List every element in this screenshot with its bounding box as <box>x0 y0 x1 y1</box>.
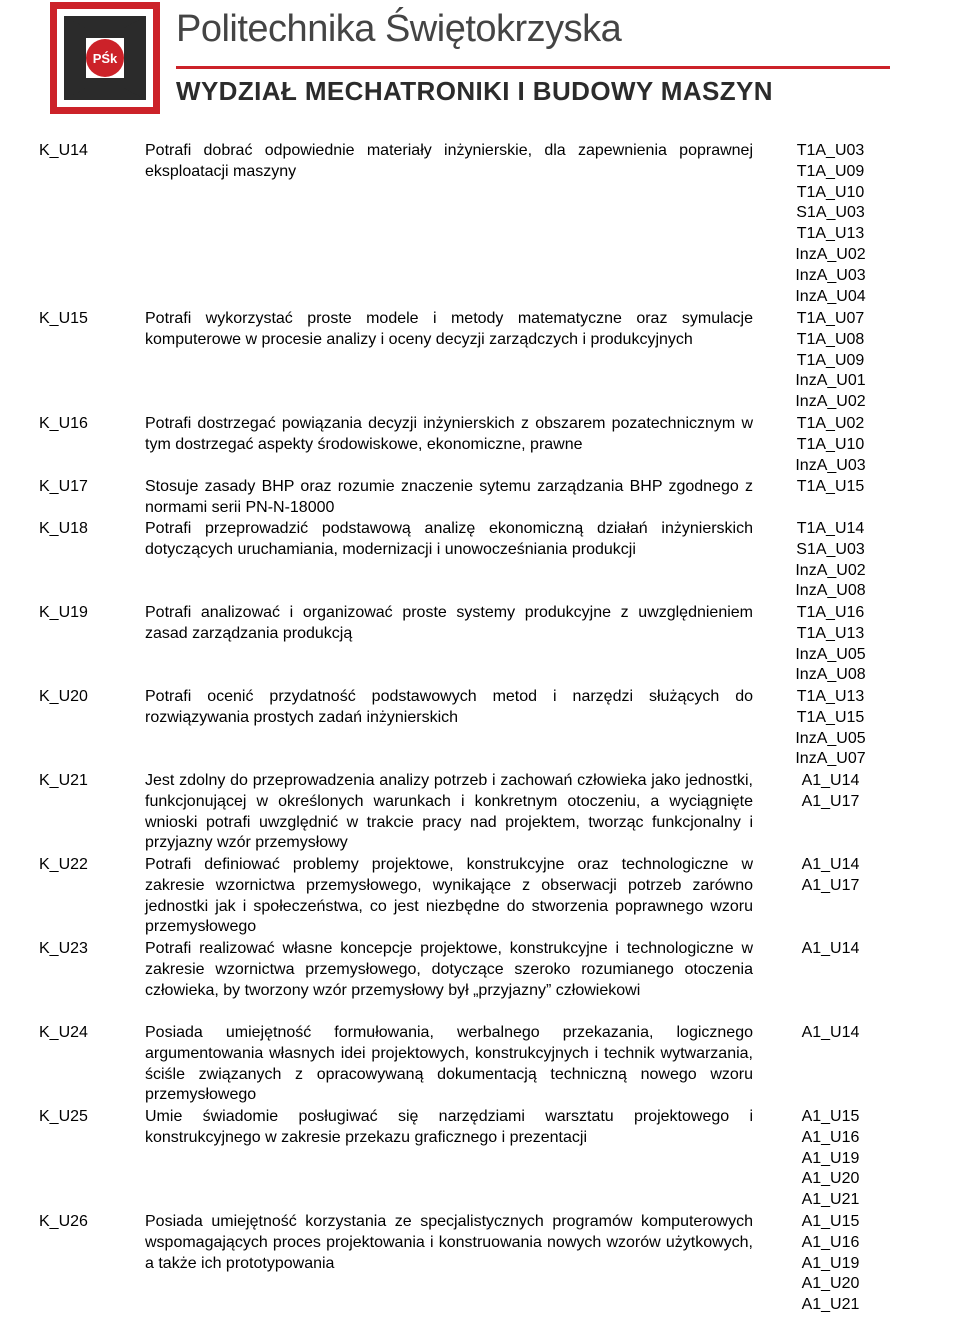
university-name: Politechnika Świętokrzyska <box>176 8 622 50</box>
table-row <box>32 1107 928 1212</box>
reference-code: InzA_U07 <box>795 750 866 768</box>
outcome-description: Stosuje zasady BHP oraz rozumie znaczenie sytemu zarządzania BHP zgodnego z normami serii PN-N-18000 <box>145 478 753 516</box>
reference-code: InzA_U02 <box>795 245 866 263</box>
table-row <box>32 855 928 939</box>
table-row <box>32 477 928 519</box>
reference-code: A1_U19 <box>801 1149 860 1167</box>
outcome-references <box>761 519 928 603</box>
reference-code: InzA_U08 <box>795 666 866 684</box>
outcome-code: K_U20 <box>39 688 88 705</box>
table-row <box>32 687 928 771</box>
reference-code: S1A_U03 <box>796 540 865 558</box>
reference-code: A1_U17 <box>801 792 860 810</box>
reference-code: A1_U21 <box>801 1296 860 1314</box>
table-row <box>32 414 928 477</box>
reference-code: T1A_U16 <box>796 604 865 621</box>
outcome-description: Jest zdolny do przeprowadzenia analizy potrzeb i zachowań człowieka jako jednostki, funkcjonującej w określonych warunkach i konkretnym otoczeniu, a wyciągnięte wnioski potrafi uwzględnić w trakcie pracy nad projektem, tworząc funkcjonalny i przyjazny wzór przemysłowy <box>145 772 753 852</box>
outcome-description: Potrafi realizować własne koncepcje projektowe, konstrukcyjne i technologiczne w zakresie wzornictwa przemysłowego, dotyczące szeroko rozumianego otoczenia człowieka, by tworzony wzór przemysłowy był „przyjazny” człowiekowi <box>145 940 753 999</box>
outcome-references <box>761 855 928 939</box>
header-divider <box>176 66 890 69</box>
reference-code: InzA_U03 <box>795 456 866 474</box>
outcome-references <box>761 687 928 771</box>
outcome-code: K_U19 <box>39 604 88 621</box>
reference-code: InzA_U02 <box>795 393 866 411</box>
reference-code: A1_U14 <box>801 940 860 957</box>
outcome-references <box>761 603 928 687</box>
table-row <box>32 939 928 1023</box>
outcome-code: K_U23 <box>39 940 88 957</box>
reference-code: A1_U20 <box>801 1275 860 1293</box>
outcome-code: K_U25 <box>39 1108 88 1125</box>
outcome-code: K_U14 <box>39 142 88 159</box>
outcome-description: Potrafi ocenić przydatność podstawowych metod i narzędzi służących do rozwiązywania prostych zadań inżynierskich <box>145 688 753 726</box>
reference-code: T1A_U10 <box>796 183 865 201</box>
reference-code: A1_U20 <box>801 1170 860 1188</box>
reference-code: T1A_U03 <box>796 142 865 159</box>
outcome-code: K_U16 <box>39 415 88 432</box>
outcome-references <box>761 414 928 477</box>
reference-code: InzA_U08 <box>795 582 866 600</box>
outcome-references <box>761 939 928 1023</box>
outcome-code: K_U15 <box>39 310 88 327</box>
outcome-references <box>761 1212 928 1317</box>
table-row <box>32 771 928 855</box>
reference-code: A1_U14 <box>801 856 860 873</box>
reference-code: T1A_U13 <box>796 225 865 243</box>
reference-code: A1_U15 <box>801 1213 860 1230</box>
outcome-references <box>761 1023 928 1107</box>
outcome-references <box>761 309 928 414</box>
reference-code: T1A_U08 <box>796 330 865 348</box>
table-row <box>32 141 928 309</box>
outcome-code: K_U18 <box>39 520 88 537</box>
reference-code: T1A_U10 <box>796 435 865 453</box>
reference-code: A1_U16 <box>801 1233 860 1251</box>
table-body <box>32 141 928 1317</box>
learning-outcomes-table <box>32 141 928 1317</box>
reference-code: T1A_U15 <box>796 708 865 726</box>
faculty-name: WYDZIAŁ MECHATRONIKI I BUDOWY MASZYN <box>176 76 773 106</box>
outcome-code: K_U21 <box>39 772 88 789</box>
reference-code: T1A_U14 <box>796 520 865 537</box>
outcome-code: K_U17 <box>39 478 88 495</box>
reference-code: A1_U16 <box>801 1128 860 1146</box>
reference-code: T1A_U15 <box>796 478 865 495</box>
reference-code: InzA_U04 <box>795 287 866 305</box>
outcome-code: K_U26 <box>39 1213 88 1230</box>
reference-code: T1A_U13 <box>796 688 865 705</box>
outcome-description: Potrafi przeprowadzić podstawową analizę ekonomiczną działań inżynierskich dotyczących uruchamiania, modernizacji i unowocześniania produkcji <box>145 520 753 558</box>
reference-code: InzA_U02 <box>795 561 866 579</box>
university-logo-icon <box>50 2 160 114</box>
outcome-description: Potrafi wykorzystać proste modele i metody matematyczne oraz symulacje komputerowe w procesie analizy i oceny decyzji zarządczych i produkcyjnych <box>145 310 753 348</box>
reference-code: InzA_U01 <box>795 372 866 390</box>
reference-code: InzA_U05 <box>795 729 866 747</box>
reference-code: InzA_U03 <box>795 266 866 284</box>
reference-code: S1A_U03 <box>796 204 865 222</box>
outcome-description: Potrafi dobrać odpowiednie materiały inżynierskie, dla zapewnienia poprawnej eksploatacji maszyny <box>145 142 753 180</box>
logo-text: PŚk <box>92 51 118 66</box>
outcome-references <box>761 1107 928 1212</box>
page-header <box>0 0 960 130</box>
reference-code: T1A_U09 <box>796 162 865 180</box>
outcome-references <box>761 771 928 855</box>
outcome-description: Potrafi analizować i organizować proste systemy produkcyjne z uwzględnieniem zasad zarządzania produkcją <box>145 604 753 642</box>
outcome-description: Potrafi dostrzegać powiązania decyzji inżynierskich z obszarem pozatechnicznym w tym dostrzegać aspekty środowiskowe, ekonomiczne, prawne <box>145 415 753 453</box>
outcome-references <box>761 141 928 309</box>
outcome-references <box>761 477 928 519</box>
outcome-code: K_U24 <box>39 1024 88 1041</box>
reference-code: A1_U15 <box>801 1108 860 1125</box>
table-row <box>32 309 928 414</box>
reference-code: InzA_U05 <box>795 645 866 663</box>
outcome-description: Posiada umiejętność korzystania ze specjalistycznych programów komputerowych wspomagających proces projektowania i konstruowania nowych wzorów użytkowych, a także ich prototypowania <box>145 1213 753 1272</box>
reference-code: T1A_U02 <box>796 415 865 432</box>
table-row <box>32 1212 928 1317</box>
outcome-code: K_U22 <box>39 856 88 873</box>
reference-code: A1_U21 <box>801 1191 860 1209</box>
outcome-description: Umie świadomie posługiwać się narzędziami warsztatu projektowego i konstrukcyjnego w zakresie przekazu graficznego i prezentacji <box>145 1108 753 1146</box>
reference-code: T1A_U07 <box>796 310 865 327</box>
reference-code: A1_U19 <box>801 1254 860 1272</box>
table-row <box>32 519 928 603</box>
reference-code: A1_U14 <box>801 772 860 789</box>
reference-code: A1_U14 <box>801 1024 860 1041</box>
reference-code: T1A_U13 <box>796 624 865 642</box>
table-row <box>32 603 928 687</box>
reference-code: A1_U17 <box>801 876 860 894</box>
table-row <box>32 1023 928 1107</box>
outcome-description: Potrafi definiować problemy projektowe, konstrukcyjne oraz technologiczne w zakresie wzornictwa przemysłowego, wynikające z obserwacji potrzeb zarówno jednostki jak i społeczeństwa, co jest niezbędne do stworzenia poprawnego wzoru przemysłowego <box>145 856 753 936</box>
reference-code: T1A_U09 <box>796 351 865 369</box>
outcome-description: Posiada umiejętność formułowania, werbalnego przekazania, logicznego argumentowania własnych idei projektowych, konstrukcyjnych i technik wytwarzania, ściśle związanych z opracowywaną dokumentacją techniczną nowego wzoru przemysłowego <box>145 1024 753 1104</box>
